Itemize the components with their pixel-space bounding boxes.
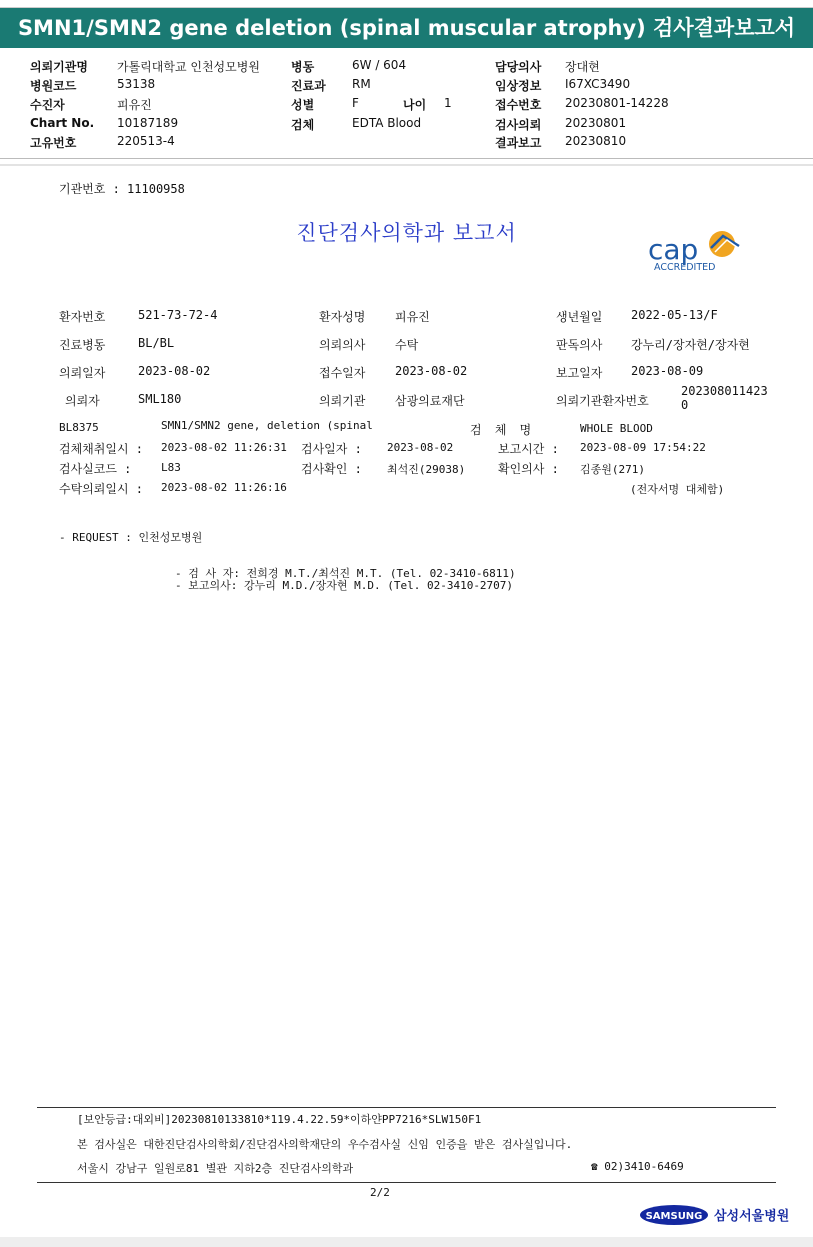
- header-value: 가톨릭대학교 인천성모병원: [117, 60, 260, 74]
- page-number: 2/2: [370, 1186, 390, 1199]
- samsung-hospital-logo: [640, 1202, 790, 1226]
- collect-value: 2023-08-02 11:26:31: [161, 441, 287, 454]
- header-value: 장대현: [565, 60, 600, 74]
- staff-line-1: - 검 사 자: 전희경 M.T./최석진 M.T. (Tel. 02-3410-6811): [175, 567, 516, 580]
- header-value: EDTA Blood: [352, 116, 422, 130]
- header-label: 병동: [291, 60, 315, 74]
- doctor-label: 확인의사 :: [498, 462, 559, 476]
- bottom-bar: [0, 1237, 813, 1247]
- cap-accredited-text: ACCREDITED: [654, 262, 716, 273]
- testdate-label: 검사일자 :: [301, 442, 362, 456]
- request-line: - REQUEST : 인천성모병원: [59, 531, 203, 544]
- collect-label: 검체채취일시 :: [59, 442, 144, 456]
- age-value: 1: [444, 96, 452, 110]
- header-label: 성별: [291, 98, 315, 112]
- patient-field-label: 보고일자: [556, 366, 603, 380]
- patient-field-value: 521-73-72-4: [138, 308, 218, 322]
- header-label: 수진자: [30, 98, 65, 112]
- doctor-value: 김종원(271): [580, 463, 645, 476]
- consign-label: 수탁의뢰일시 :: [59, 482, 144, 496]
- esign-note: (전자서명 대체함): [630, 483, 725, 496]
- cap-accredited-logo: [645, 228, 755, 274]
- header-value: 220513-4: [117, 134, 175, 148]
- patient-field-label: 진료병동: [59, 338, 106, 352]
- patient-field-value: 2023-08-09: [631, 364, 704, 378]
- patient-field-value: 삼광의료재단: [395, 394, 465, 408]
- patient-field-value: 2022-05-13/F: [631, 308, 718, 322]
- report-banner-title: SMN1/SMN2 gene deletion (spinal muscular atrophy) 검사결과보고서: [0, 8, 813, 48]
- header-label: 담당의사: [495, 60, 542, 74]
- top-border: [0, 0, 813, 8]
- patient-field-label: 의뢰일자: [59, 366, 106, 380]
- header-label: 의뢰기관명: [30, 60, 88, 74]
- header-value: 20230810: [565, 134, 627, 148]
- institution-number: 기관번호 : 11100958: [59, 182, 185, 196]
- header-value: I67XC3490: [565, 77, 631, 91]
- confirm-value: 최석진(29038): [387, 463, 466, 476]
- labcode-value: L83: [161, 461, 181, 474]
- header-value: 피유진: [117, 98, 152, 112]
- patient-field-value: 2023-08-02: [138, 364, 211, 378]
- header-label: 결과보고: [495, 136, 542, 150]
- age-label: 나이: [403, 98, 427, 112]
- header-value: 20230801: [565, 116, 627, 130]
- hospital-name: 삼성서울병원: [714, 1209, 790, 1224]
- patient-field-label: 생년월일: [556, 310, 603, 324]
- patient-field-label: 의뢰의사: [319, 338, 366, 352]
- staff-line-2: - 보고의사: 강누리 M.D./장자현 M.D. (Tel. 02-3410-2707): [175, 579, 514, 592]
- header-divider: [0, 158, 813, 159]
- footer-top-line: [37, 1107, 776, 1108]
- patient-field-label: 의뢰기관: [319, 394, 366, 408]
- cap-logo-text: cap: [648, 233, 699, 266]
- header-value: RM: [352, 77, 371, 91]
- confirm-label: 검사확인 :: [301, 462, 362, 476]
- patient-field-label: 판독의사: [556, 338, 603, 352]
- patient-field-label: 환자번호: [59, 310, 106, 324]
- header-label: 임상정보: [495, 79, 542, 93]
- header-label: 진료과: [291, 79, 326, 93]
- patient-field-value: 피유진: [395, 310, 430, 324]
- header-label: Chart No.: [30, 116, 95, 130]
- specimen-label: 검 체 명: [470, 423, 535, 437]
- header-label: 고유번호: [30, 136, 77, 150]
- header-divider-shadow: [0, 164, 813, 166]
- header-value: 10187189: [117, 116, 179, 130]
- header-label: 검체: [291, 118, 315, 132]
- reporttime-value: 2023-08-09 17:54:22: [580, 441, 706, 454]
- patient-field-label: 접수일자: [319, 366, 366, 380]
- header-label: 검사의뢰: [495, 118, 542, 132]
- header-value: 20230801-14228: [565, 96, 669, 110]
- header-label: 접수번호: [495, 98, 542, 112]
- testdate-value: 2023-08-02: [387, 441, 454, 454]
- patient-field-label: 의뢰자: [65, 394, 100, 408]
- certification-line: 본 검사실은 대한진단검사의학회/진단검사의학재단의 우수검사실 신임 인증을 받은 검사실입니다.: [77, 1138, 573, 1151]
- patient-field-value: 2023-08-02: [395, 364, 468, 378]
- header-value: 6W / 604: [352, 58, 407, 72]
- phone-line: ☎ 02)3410-6469: [591, 1160, 684, 1173]
- report-title: 진단검사의학과 보고서: [296, 221, 517, 245]
- header-value: 53138: [117, 77, 156, 91]
- header-label: 병원코드: [30, 79, 77, 93]
- samsung-logo-text: SAMSUNG: [645, 1211, 703, 1222]
- patient-field-value: SML180: [138, 392, 182, 406]
- labcode-label: 검사실코드 :: [59, 462, 132, 476]
- address-line: 서울시 강남구 일원로81 별관 지하2층 진단검사의학과: [77, 1162, 354, 1175]
- patient-field-value: BL/BL: [138, 336, 175, 350]
- patient-field-value: 강누리/장자현/장자현: [631, 338, 750, 352]
- patient-field-label: 의뢰기관환자번호: [556, 394, 649, 408]
- reporttime-label: 보고시간 :: [498, 442, 559, 456]
- patient-field-label: 환자성명: [319, 310, 366, 324]
- consign-value: 2023-08-02 11:26:16: [161, 481, 287, 494]
- footer-bottom-line: [37, 1182, 776, 1183]
- test-code: BL8375: [59, 421, 99, 434]
- security-line: [보안등급:대외비]20230810133810*119.4.22.59*이하얀PP7216*SLW150F1: [77, 1113, 482, 1126]
- patient-field-value: 수탁: [395, 338, 419, 352]
- test-name: SMN1/SMN2 gene, deletion (spinal: [161, 419, 373, 432]
- header-value: F: [352, 96, 359, 110]
- patient-field-value: 202308011423 0: [681, 384, 768, 412]
- specimen-value: WHOLE BLOOD: [580, 422, 653, 435]
